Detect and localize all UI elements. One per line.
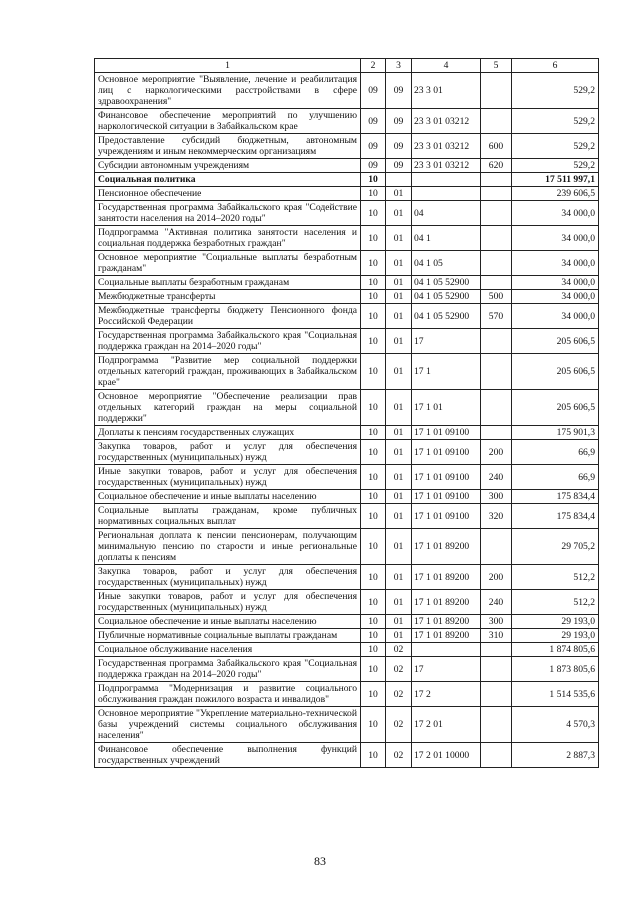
row-section-cell: 10 xyxy=(361,276,386,290)
row-amount-cell: 34 000,0 xyxy=(512,251,599,276)
row-target-article-cell: 17 xyxy=(412,329,481,354)
row-target-article-cell: 17 1 01 09100 xyxy=(412,504,481,529)
row-name-cell: Государственная программа Забайкальского края "Содействие занятости населения на 2014–2020 годы" xyxy=(95,201,361,226)
row-subsection-cell: 09 xyxy=(386,159,412,173)
row-section-cell: 10 xyxy=(361,173,386,187)
row-target-article-cell: 17 1 01 89200 xyxy=(412,615,481,629)
row-name-cell: Социальное обеспечение и иные выплаты населению xyxy=(95,615,361,629)
page-number: 83 xyxy=(314,854,326,868)
table-row xyxy=(95,682,599,707)
row-amount-cell: 4 570,3 xyxy=(512,707,599,743)
row-amount-cell: 66,9 xyxy=(512,465,599,490)
row-section-cell: 09 xyxy=(361,73,386,109)
budget-table xyxy=(94,58,599,768)
row-name-cell: Публичные нормативные социальные выплаты гражданам xyxy=(95,629,361,643)
row-section-cell: 10 xyxy=(361,390,386,426)
table-row xyxy=(95,159,599,173)
row-target-article-cell: 17 2 01 10000 xyxy=(412,743,481,768)
row-expense-type-cell: 200 xyxy=(481,565,512,590)
row-subsection-cell: 01 xyxy=(386,629,412,643)
table-row xyxy=(95,615,599,629)
row-name-cell: Социальное обслуживание населения xyxy=(95,643,361,657)
row-amount-cell: 34 000,0 xyxy=(512,226,599,251)
row-target-article-cell xyxy=(412,643,481,657)
row-amount-cell: 529,2 xyxy=(512,73,599,109)
row-expense-type-cell xyxy=(481,187,512,201)
row-name-cell: Предоставление субсидий бюджетным, автономным учреждениям и иным некоммерческим организациям xyxy=(95,134,361,159)
row-amount-cell: 1 514 535,6 xyxy=(512,682,599,707)
table-row xyxy=(95,504,599,529)
row-subsection-cell: 01 xyxy=(386,276,412,290)
row-name-cell: Социальное обеспечение и иные выплаты населению xyxy=(95,490,361,504)
row-amount-cell: 529,2 xyxy=(512,109,599,134)
row-expense-type-cell: 300 xyxy=(481,615,512,629)
row-name-cell: Иные закупки товаров, работ и услуг для обеспечения государственных (муниципальных) нужд xyxy=(95,465,361,490)
row-subsection-cell: 01 xyxy=(386,226,412,251)
row-section-cell: 10 xyxy=(361,504,386,529)
row-amount-cell: 175 901,3 xyxy=(512,426,599,440)
table-row xyxy=(95,251,599,276)
row-name-cell: Социальная политика xyxy=(95,173,361,187)
table-row xyxy=(95,73,599,109)
row-amount-cell: 34 000,0 xyxy=(512,304,599,329)
row-section-cell: 10 xyxy=(361,682,386,707)
row-name-cell: Основное мероприятие "Укрепление материально-технической базы учреждений системы социального обслуживания населения" xyxy=(95,707,361,743)
row-expense-type-cell: 240 xyxy=(481,465,512,490)
row-expense-type-cell: 300 xyxy=(481,490,512,504)
row-target-article-cell: 04 xyxy=(412,201,481,226)
row-target-article-cell: 17 1 01 89200 xyxy=(412,629,481,643)
row-name-cell: Подпрограмма "Модернизация и развитие социального обслуживания граждан пожилого возраста и инвалидов" xyxy=(95,682,361,707)
row-target-article-cell: 23 3 01 03212 xyxy=(412,159,481,173)
row-subsection-cell: 02 xyxy=(386,682,412,707)
row-amount-cell: 175 834,4 xyxy=(512,504,599,529)
row-target-article-cell: 17 xyxy=(412,657,481,682)
row-expense-type-cell: 500 xyxy=(481,290,512,304)
row-expense-type-cell xyxy=(481,426,512,440)
row-amount-cell: 34 000,0 xyxy=(512,201,599,226)
row-target-article-cell: 04 1 05 xyxy=(412,251,481,276)
row-expense-type-cell xyxy=(481,682,512,707)
row-name-cell: Межбюджетные трансферты xyxy=(95,290,361,304)
row-amount-cell: 29 193,0 xyxy=(512,629,599,643)
row-target-article-cell: 17 1 01 09100 xyxy=(412,465,481,490)
row-target-article-cell: 23 3 01 xyxy=(412,73,481,109)
document-page xyxy=(94,58,598,768)
row-target-article-cell: 17 1 01 89200 xyxy=(412,529,481,565)
table-header-row xyxy=(95,59,599,73)
row-name-cell: Межбюджетные трансферты бюджету Пенсионного фонда Российской Федерации xyxy=(95,304,361,329)
row-section-cell: 09 xyxy=(361,109,386,134)
row-section-cell: 10 xyxy=(361,743,386,768)
row-amount-cell: 205 606,5 xyxy=(512,354,599,390)
row-target-article-cell: 17 1 01 09100 xyxy=(412,440,481,465)
row-subsection-cell: 02 xyxy=(386,743,412,768)
row-amount-cell: 205 606,5 xyxy=(512,329,599,354)
row-amount-cell: 205 606,5 xyxy=(512,390,599,426)
table-row xyxy=(95,329,599,354)
row-name-cell: Подпрограмма "Развитие мер социальной поддержки отдельных категорий граждан, проживающих в Забайкальском крае" xyxy=(95,354,361,390)
row-section-cell: 10 xyxy=(361,226,386,251)
row-section-cell: 10 xyxy=(361,201,386,226)
row-subsection-cell: 01 xyxy=(386,490,412,504)
table-row xyxy=(95,743,599,768)
row-name-cell: Иные закупки товаров, работ и услуг для обеспечения государственных (муниципальных) нужд xyxy=(95,590,361,615)
table-row xyxy=(95,134,599,159)
table-row xyxy=(95,529,599,565)
row-subsection-cell: 09 xyxy=(386,134,412,159)
row-expense-type-cell xyxy=(481,251,512,276)
row-subsection-cell: 01 xyxy=(386,201,412,226)
row-section-cell: 10 xyxy=(361,465,386,490)
row-subsection-cell: 01 xyxy=(386,390,412,426)
table-row xyxy=(95,657,599,682)
row-name-cell: Социальные выплаты гражданам, кроме публичных нормативных социальных выплат xyxy=(95,504,361,529)
row-amount-cell: 66,9 xyxy=(512,440,599,465)
row-expense-type-cell xyxy=(481,173,512,187)
table-row xyxy=(95,465,599,490)
row-name-cell: Финансовое обеспечение выполнения функций государственных учреждений xyxy=(95,743,361,768)
row-target-article-cell: 17 2 01 xyxy=(412,707,481,743)
row-section-cell: 10 xyxy=(361,565,386,590)
row-expense-type-cell xyxy=(481,354,512,390)
row-subsection-cell: 01 xyxy=(386,290,412,304)
row-name-cell: Государственная программа Забайкальского края "Социальная поддержка граждан на 2014–2020 годы" xyxy=(95,657,361,682)
row-section-cell: 10 xyxy=(361,590,386,615)
row-target-article-cell: 04 1 05 52900 xyxy=(412,304,481,329)
row-expense-type-cell: 240 xyxy=(481,590,512,615)
row-name-cell: Пенсионное обеспечение xyxy=(95,187,361,201)
row-expense-type-cell xyxy=(481,276,512,290)
row-section-cell: 10 xyxy=(361,657,386,682)
row-section-cell: 10 xyxy=(361,615,386,629)
row-section-cell: 10 xyxy=(361,329,386,354)
table-row xyxy=(95,187,599,201)
row-expense-type-cell xyxy=(481,643,512,657)
row-expense-type-cell xyxy=(481,201,512,226)
row-subsection-cell: 02 xyxy=(386,643,412,657)
row-target-article-cell: 17 1 01 xyxy=(412,390,481,426)
row-subsection-cell: 02 xyxy=(386,707,412,743)
row-target-article-cell: 04 1 xyxy=(412,226,481,251)
row-name-cell: Доплаты к пенсиям государственных служащих xyxy=(95,426,361,440)
table-row xyxy=(95,426,599,440)
row-section-cell: 10 xyxy=(361,290,386,304)
column-header: 1 xyxy=(95,59,361,73)
row-section-cell: 10 xyxy=(361,529,386,565)
row-subsection-cell: 02 xyxy=(386,657,412,682)
row-subsection-cell: 01 xyxy=(386,354,412,390)
table-row xyxy=(95,629,599,643)
row-amount-cell: 29 705,2 xyxy=(512,529,599,565)
row-name-cell: Подпрограмма "Активная политика занятости населения и социальная поддержка безработных граждан" xyxy=(95,226,361,251)
row-target-article-cell: 17 1 01 89200 xyxy=(412,590,481,615)
table-row xyxy=(95,590,599,615)
row-name-cell: Субсидии автономным учреждениям xyxy=(95,159,361,173)
row-subsection-cell: 09 xyxy=(386,109,412,134)
row-name-cell: Основное мероприятие "Социальные выплаты безработным гражданам" xyxy=(95,251,361,276)
row-expense-type-cell: 320 xyxy=(481,504,512,529)
row-subsection-cell: 09 xyxy=(386,73,412,109)
table-row xyxy=(95,390,599,426)
row-expense-type-cell xyxy=(481,73,512,109)
row-subsection-cell: 01 xyxy=(386,529,412,565)
row-subsection-cell: 01 xyxy=(386,565,412,590)
row-target-article-cell: 17 1 01 09100 xyxy=(412,426,481,440)
column-header: 5 xyxy=(481,59,512,73)
row-name-cell: Закупка товаров, работ и услуг для обеспечения государственных (муниципальных) нужд xyxy=(95,565,361,590)
row-expense-type-cell xyxy=(481,529,512,565)
row-expense-type-cell xyxy=(481,329,512,354)
table-row xyxy=(95,440,599,465)
row-amount-cell: 529,2 xyxy=(512,134,599,159)
row-section-cell: 10 xyxy=(361,354,386,390)
table-row xyxy=(95,643,599,657)
row-name-cell: Закупка товаров, работ и услуг для обеспечения государственных (муниципальных) нужд xyxy=(95,440,361,465)
row-expense-type-cell xyxy=(481,707,512,743)
table-row xyxy=(95,490,599,504)
row-section-cell: 10 xyxy=(361,304,386,329)
row-expense-type-cell xyxy=(481,743,512,768)
row-name-cell: Основное мероприятие "Выявление, лечение и реабилитация лиц с наркологическими расстройствами в сфере здравоохранения" xyxy=(95,73,361,109)
row-expense-type-cell xyxy=(481,226,512,251)
row-subsection-cell: 01 xyxy=(386,187,412,201)
row-expense-type-cell: 310 xyxy=(481,629,512,643)
column-header: 3 xyxy=(386,59,412,73)
table-row xyxy=(95,173,599,187)
row-amount-cell: 512,2 xyxy=(512,590,599,615)
column-header: 6 xyxy=(512,59,599,73)
row-target-article-cell xyxy=(412,187,481,201)
row-target-article-cell: 17 2 xyxy=(412,682,481,707)
table-row xyxy=(95,707,599,743)
row-expense-type-cell xyxy=(481,109,512,134)
row-section-cell: 10 xyxy=(361,490,386,504)
row-name-cell: Финансовое обеспечение мероприятий по улучшению наркологической ситуации в Забайкальском крае xyxy=(95,109,361,134)
row-amount-cell: 1 874 805,6 xyxy=(512,643,599,657)
row-amount-cell: 34 000,0 xyxy=(512,276,599,290)
row-target-article-cell: 23 3 01 03212 xyxy=(412,109,481,134)
row-amount-cell: 175 834,4 xyxy=(512,490,599,504)
row-target-article-cell xyxy=(412,173,481,187)
row-expense-type-cell xyxy=(481,390,512,426)
table-row xyxy=(95,201,599,226)
table-row xyxy=(95,565,599,590)
row-amount-cell: 29 193,0 xyxy=(512,615,599,629)
table-row xyxy=(95,304,599,329)
row-expense-type-cell xyxy=(481,657,512,682)
row-expense-type-cell: 620 xyxy=(481,159,512,173)
row-section-cell: 10 xyxy=(361,643,386,657)
row-target-article-cell: 17 1 01 89200 xyxy=(412,565,481,590)
row-amount-cell: 512,2 xyxy=(512,565,599,590)
row-subsection-cell: 01 xyxy=(386,329,412,354)
row-expense-type-cell: 600 xyxy=(481,134,512,159)
column-header: 2 xyxy=(361,59,386,73)
row-subsection-cell: 01 xyxy=(386,426,412,440)
row-name-cell: Региональная доплата к пенсии пенсионерам, получающим минимальную пенсию по старости и иные региональные доплаты к пенсиям xyxy=(95,529,361,565)
row-amount-cell: 34 000,0 xyxy=(512,290,599,304)
row-expense-type-cell: 570 xyxy=(481,304,512,329)
row-subsection-cell: 01 xyxy=(386,465,412,490)
row-section-cell: 09 xyxy=(361,134,386,159)
table-row xyxy=(95,109,599,134)
row-section-cell: 10 xyxy=(361,187,386,201)
row-section-cell: 09 xyxy=(361,159,386,173)
row-amount-cell: 1 873 805,6 xyxy=(512,657,599,682)
row-section-cell: 10 xyxy=(361,629,386,643)
table-row xyxy=(95,354,599,390)
row-amount-cell: 17 511 997,1 xyxy=(512,173,599,187)
row-amount-cell: 529,2 xyxy=(512,159,599,173)
column-header: 4 xyxy=(412,59,481,73)
row-target-article-cell: 17 1 xyxy=(412,354,481,390)
row-subsection-cell: 01 xyxy=(386,304,412,329)
row-subsection-cell: 01 xyxy=(386,251,412,276)
row-name-cell: Основное мероприятие "Обеспечение реализации прав отдельных категорий граждан на меры социальной поддержки" xyxy=(95,390,361,426)
row-name-cell: Государственная программа Забайкальского края "Социальная поддержка граждан на 2014–2020 годы" xyxy=(95,329,361,354)
row-section-cell: 10 xyxy=(361,707,386,743)
row-target-article-cell: 04 1 05 52900 xyxy=(412,276,481,290)
row-subsection-cell xyxy=(386,173,412,187)
row-name-cell: Социальные выплаты безработным гражданам xyxy=(95,276,361,290)
row-section-cell: 10 xyxy=(361,251,386,276)
row-target-article-cell: 17 1 01 09100 xyxy=(412,490,481,504)
row-target-article-cell: 04 1 05 52900 xyxy=(412,290,481,304)
table-row xyxy=(95,290,599,304)
row-subsection-cell: 01 xyxy=(386,615,412,629)
row-subsection-cell: 01 xyxy=(386,590,412,615)
row-target-article-cell: 23 3 01 03212 xyxy=(412,134,481,159)
row-amount-cell: 2 887,3 xyxy=(512,743,599,768)
table-row xyxy=(95,276,599,290)
row-amount-cell: 239 606,5 xyxy=(512,187,599,201)
row-subsection-cell: 01 xyxy=(386,440,412,465)
row-subsection-cell: 01 xyxy=(386,504,412,529)
row-section-cell: 10 xyxy=(361,440,386,465)
row-section-cell: 10 xyxy=(361,426,386,440)
table-row xyxy=(95,226,599,251)
row-expense-type-cell: 200 xyxy=(481,440,512,465)
